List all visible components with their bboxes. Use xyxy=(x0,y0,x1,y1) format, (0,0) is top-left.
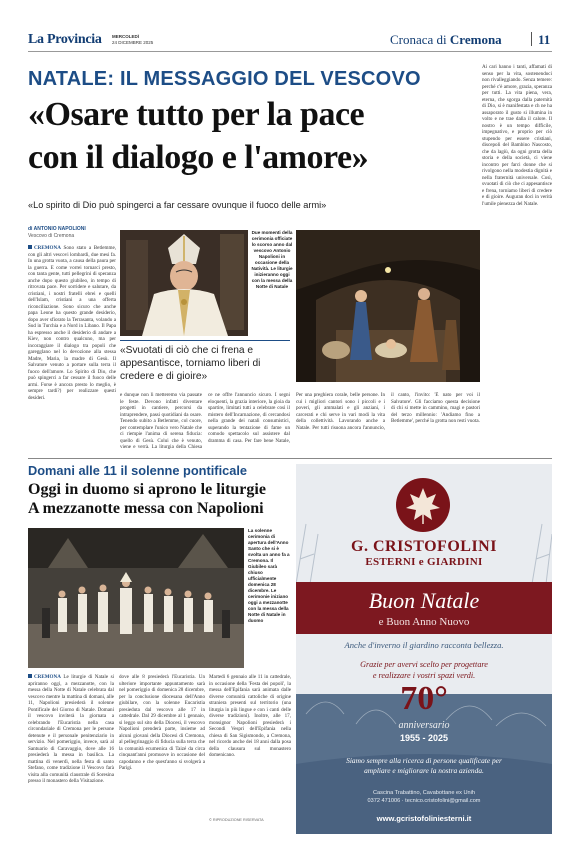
ad-line1: Anche d'inverno il giardino racconta bellezza. xyxy=(344,640,504,650)
ad-anniversary-years: 1955 - 2025 xyxy=(399,733,449,743)
byline-name: di ANTONIO NAPOLIONI xyxy=(28,226,86,232)
nativity-illustration xyxy=(296,230,480,382)
story1-pullquote: «Svuotati di ciò che ci frena e appesantisce, torniamo liberi di credere e di gioire» xyxy=(120,345,261,382)
leaf-icon xyxy=(396,478,450,532)
story1-headline-2: con il dialogo e l'amore» xyxy=(28,139,369,176)
section-divider xyxy=(531,32,532,46)
ad-anniversary-word: anniversario xyxy=(398,720,450,731)
bishop-illustration xyxy=(120,230,248,336)
ad-thanks-2: e realizzare i vostri spazi verdi. xyxy=(372,671,476,680)
story2-col1-text: Le liturgie di Natale si apriranno oggi, a mezzanotte, con la messa della Notte di Natale celebrata dal vescovo mentre la mattina di domani, alle 11, Napolioni presiederà il solenne Pontificale del Giorno di Natale. Domani il vescovo inviterà la giornata a celebrando l'Eucaristia nella casa circondariale di Cremona per le persone detenute e il personale penitenziario in servizio. Nel pomeriggio, invece, sarà al Santuario di Caravaggio, dove alle 16 presiederà la messa in basilica. La mattina di venerdì, nella festa di santo Stefano, come tradizione il Vescovo farà visita alla comunità claustrale di Soresina presso il monastero della Visitazione. xyxy=(28,674,114,784)
ad-tagline: ESTERNI e GIARDINI xyxy=(365,556,483,568)
lead-marker xyxy=(28,245,32,249)
story2-headline-1: Oggi in duomo si aprono le liturgie xyxy=(28,481,266,498)
ad-greeting-2: e Buon Anno Nuovo xyxy=(378,616,470,628)
bishop-photo xyxy=(120,230,248,336)
ad-closing-2: ampliare e migliorare la nostra azienda. xyxy=(364,766,484,775)
story1-headline-1: «Osare tutto per la pace xyxy=(28,96,365,133)
story1-kicker: NATALE: IL MESSAGGIO DEL VESCOVO xyxy=(28,68,421,90)
section-city: Cremona xyxy=(449,32,502,47)
story1-col3-text: Per una preghiera corale, belle persone. In cui i migliori cantori sono i piccoli e i poveri, gli ammalati e gli anziani, i carcerati e chi serve in vari modi la vita della collettività. Lavorando anche a Natale. Per tutti risuona ancora l'annuncio, il canto, l'invito: 'È nato per voi il Salvatore'. Gli facciamo questa decisione di chi si mette in cammino, magi e pastori del terzo millennio: 'Andiamo fino a Betlemme', perché la grotta non resti vuota. xyxy=(296,392,480,431)
story2-lead: CREMONA xyxy=(34,674,61,680)
lead-marker-2 xyxy=(28,674,32,678)
story1-col4 xyxy=(482,64,552,442)
story2-headline-2: A mezzanotte messa con Napolioni xyxy=(28,500,264,517)
story2-col3 xyxy=(209,674,291,814)
ad-website[interactable]: www.gcristofoliniesterni.it xyxy=(376,814,472,823)
page-number: 11 xyxy=(538,32,551,47)
story1-lead: CREMONA xyxy=(34,245,61,251)
story1-caption: Due momenti della cerimonia officiate lo scorso anno dal vescovo Antonio Napolioni in occasione della Natività. Le liturgie inizieranno oggi con la messa della Notte di Natale xyxy=(251,230,293,289)
ad-brand: G. CRISTOFOLINI xyxy=(351,538,497,555)
story1-col1 xyxy=(28,245,116,455)
section-title xyxy=(390,32,502,48)
story2-col1 xyxy=(28,674,114,814)
masthead-rule xyxy=(28,51,552,52)
ad-address: Cascina Trabattino, Cavabottane ex Unih xyxy=(373,790,475,796)
story2-col3-text: Martedì 6 gennaio alle 11 in cattedrale, in occasione della 'Festa dei popoli', la messa dell'Epifania sarà animata dalle diverse comunità cattoliche di origine straniera presenti sul territorio (una liturgia in più lingue e con i canti delle diverse tradizioni). Inoltre, alle 17, monsignor Napolioni presiederà i Secondi Vespri dell'Epifania nella chiesa di San Sigismondo, a Cremona, nel ricordo anche dei 18 anni dalla posa della clausura sul monastero domenicano. xyxy=(209,674,291,758)
story2-kicker: Domani alle 11 il solenne pontificale xyxy=(28,463,248,478)
procession-photo xyxy=(28,528,244,668)
newspaper-logo: La Provincia xyxy=(28,32,102,47)
story2-col2-text: dove alle 8 presiederà l'Eucaristia. Un ulteriore importante appuntamento sarà nel pomeriggio di domenica 28 dicembre, per la conclusione diocesana dell'Anno giubilare, con la solenne Eucaristia presieduta dal vescovo alle 17 in cattedrale. Dal 29 dicembre al 1 gennaio, si leggo sul sito della Diocesi, il vescovo Napolioni prenderà parte, insieme ad alcuni giovani della Diocesi di Cremona, al pellegrinaggio di fiducia sulla terra che la comunità ecumenica di Taizé da circa cinquant'anni promuove in occasione del capodanno e che quest'anno si svolgerà a Parigi. xyxy=(119,674,205,771)
story1-col3 xyxy=(296,392,480,454)
ad-anniversary-number: 70° xyxy=(400,680,448,717)
story1-col1-text: Sono stato a Betlemme, con gli altri vescovi lombardi, due mesi fa. In una grotta vuota, a causa della paura per la guerra. E come vorrei tornarci presto, con tanta gente, tutti pellegrini di speranza anche dopo questo giubileo, in tempo di ritrovata pace. Per sorridere e salutare, da cristiani, i nostri fratelli ebrei e quelli dell'Islam, cristiani a una offerta riconciliazione. Sono sicuro che anche papa Leone ha questo grande desiderio, dopo aver sfiorato la Terrasanta, volando a Sud in Turchia e a Nord in Libano. Il Papa ha espresso anche il desiderio di andare a Kiev, non contro qualcuno, ma per incoraggiare il dialogo tra popoli che garegglano nel lo devozione alla stessa Madre, Maria, la madre di Gesù. Il Salvatore venuto a portare sulla terra il fuoco dell'amore. Lo Spirito di Dio, che può spingerci a far cessare il fuoco delle armi. Forse è ancora presto lo meglio, è sempre tardi?) per realizzare questi desideri. xyxy=(28,245,116,401)
ad-greeting-band xyxy=(296,582,552,634)
masthead xyxy=(0,0,580,52)
story2-credit: © RIPRODUZIONE RISERVATA xyxy=(209,818,264,822)
ad-closing-1: Siamo sempre alla ricerca di persone qualificate per xyxy=(346,756,502,765)
ad-panel xyxy=(296,464,552,834)
section-prefix: Cronaca di xyxy=(390,32,447,47)
story-separator xyxy=(28,458,552,459)
procession-illustration xyxy=(28,528,244,668)
byline-role: Vescovo di Cremona xyxy=(28,233,75,239)
story1-col2 xyxy=(120,392,290,454)
pullquote-rule xyxy=(120,340,290,341)
issue-date: 24 DICEMBRE 2025 xyxy=(112,40,154,45)
story2-caption: La solenne cerimonia di apertura dell'Anno Santo che si è svolta un anno fa a Cremona. Il Giubileo sarà chiuso ufficialmente domenica 28 dicembre. Le cerimonie iniziano oggi a mezzanotte con la messa della Notte di Natale in duomo xyxy=(248,528,290,623)
ad-logo xyxy=(396,478,450,532)
ad-phone: 0372 471006 · tecnico.cristofolini@gmail.com xyxy=(367,798,481,804)
issue-day: MERCOLEDÌ xyxy=(112,34,139,39)
story1-col4-text: Ai cari hanno i tanti, affamati di senso per la vita, sostenendoci non rivalleggiando. Senza temere: perché c'è amore, grazia, speranza per tutti. La vita piena, vera, eterna, che sgorga dalla paternità di Dio, si è manifestata e ch ne ha assaporato il gusto si illumina in volto e ne trae dalla il calore. Il nostro è un tempo difficile, impegnativo, e proprio per ciò stupendo per essere cristiani, discepoli del Bambino Nascosto, che da lagiù, da ogni grotta della storia e della società, ci viene incontro per farci donne che si rivolgono nella modestia dignità e nella fraternità universale. Così, svuotati di ciò che ci appesantisce e frena, torniamo liberi di credere e di gioire. Auguran doci in verità l'umile pienezza del Natale. xyxy=(482,64,552,207)
story1-subhead: «Lo spirito di Dio può spingerci a far cessare ovunque il fuoco delle armi» xyxy=(28,200,327,210)
story2-col2 xyxy=(119,674,205,814)
ad-thanks-1: Grazie per avervi scelto per progettare xyxy=(360,660,488,669)
story1-col2-text: e dunque non li metteremo via passate le feste. Devono infatti diventare progetti in cantiere, percorsi da intraprendere, passi quotidiani da osare. Tenendo subito a Betlemme, col cuore, per contemplare l'unico vero Natale che ci riempie l'anima di serena fiducia: quello di Gesù. Colui che è venuto, viene e verrà. La liturgia della Chiesa ce ne offre l'annuncio sicuro. I segni eloquenti, la grazia interiore, la gioia da spartire, limitati tutti a celebrare così il mistero dell'Incarnazione, di cercandosi nella grande dei natali consumistici, superando la tentazione di fame un comodo spettacolo sul assistere dal dramma di casa. Per fare bene Natale, xyxy=(120,392,290,450)
nativity-photo xyxy=(296,230,480,382)
ad-greeting-1: Buon Natale xyxy=(368,588,480,613)
